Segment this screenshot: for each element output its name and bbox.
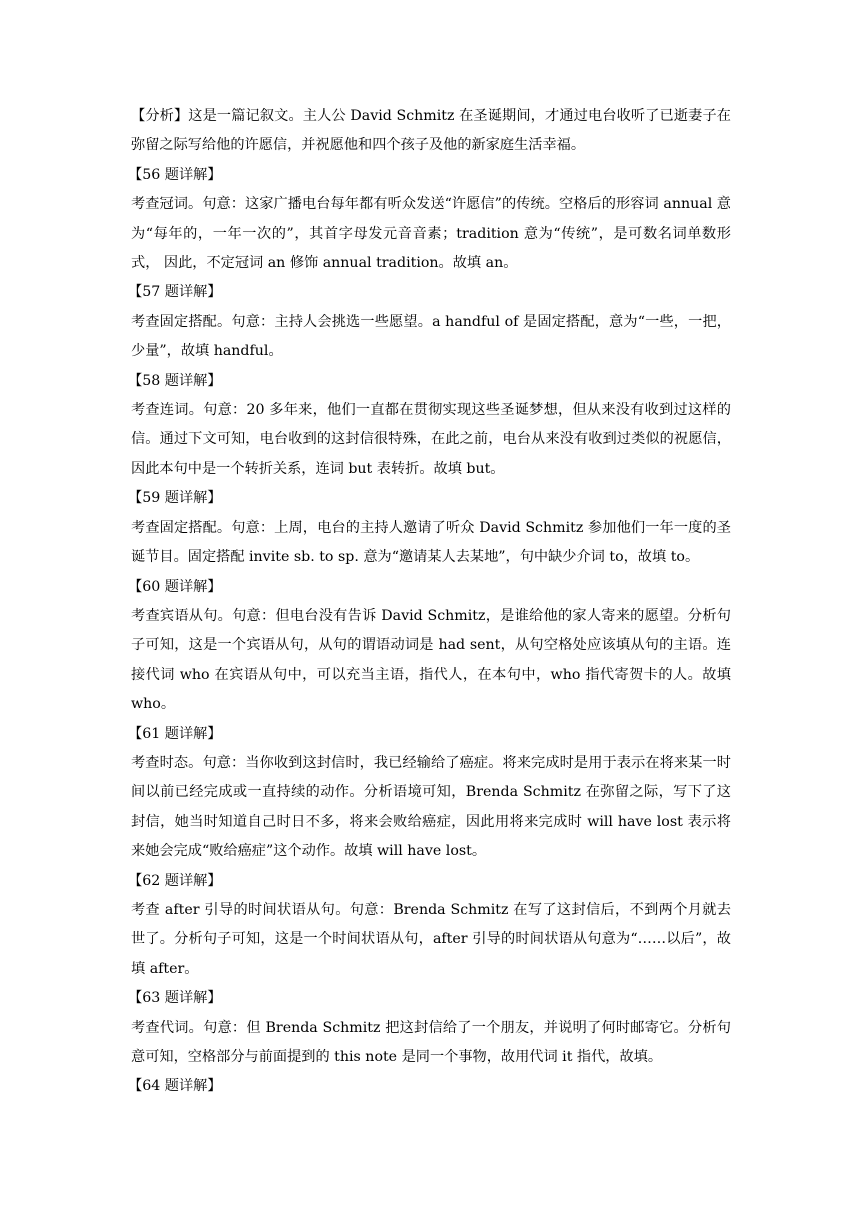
section-heading-56: 【56 题详解】 xyxy=(128,166,222,183)
section-heading-59: 【59 题详解】 xyxy=(128,490,222,507)
section-heading-64: 【64 题详解】 xyxy=(128,1078,222,1095)
section-heading-61: 【61 题详解】 xyxy=(128,725,222,742)
explanation-63: 考查代词。句意：但 Brenda Schmitz 把这封信给了一个朋友，并说明了何时邮寄它。分析句意可知，空格部分与前面提到的 this note 是同一个事物，故用代词 it 指代，故填。 xyxy=(131,1019,731,1065)
section-heading-57: 【57 题详解】 xyxy=(128,284,222,301)
section-heading-60: 【60 题详解】 xyxy=(128,578,222,595)
explanation-56: 考查冠词。句意：这家广播电台每年都有听众发送“许愿信”的传统。空格后的形容词 annual 意为“每年的，一年一次的”，其首字母发元音音素；tradition 意为“传统”，是可数名词单数形式， 因此，不定冠词 an 修饰 annual tradition。故填 an。 xyxy=(131,196,731,272)
section-heading-58: 【58 题详解】 xyxy=(128,372,222,389)
explanation-61: 考查时态。句意：当你收到这封信时，我已经输给了癌症。将来完成时是用于表示在将来某一时间以前已经完成或一直持续的动作。分析语境可知，Brenda Schmitz 在弥留之际，写下了这封信，她当时知道自己时日不多，将来会败给癌症，因此用将来完成时 will have lost 表示将来她会完成“败给癌症”这个动作。故填 will have lost。 xyxy=(131,754,731,860)
analysis-paragraph: 【分析】这是一篇记叙文。主人公 David Schmitz 在圣诞期间，才通过电台收听了已逝妻子在弥留之际写给他的许愿信，并祝愿他和四个孩子及他的新家庭生活幸福。 xyxy=(131,108,731,154)
section-heading-63: 【63 题详解】 xyxy=(128,990,222,1007)
explanation-60: 考查宾语从句。句意：但电台没有告诉 David Schmitz，是谁给他的家人寄来的愿望。分析句子可知，这是一个宾语从句，从句的谓语动词是 had sent，从句空格处应该填从句的主语。连接代词 who 在宾语从句中，可以充当主语，指代人，在本句中，who 指代寄贺卡的人。故填 who。 xyxy=(131,607,731,713)
explanation-58: 考查连词。句意：20 多年来，他们一直都在贯彻实现这些圣诞梦想，但从来没有收到过这样的信。通过下文可知，电台收到的这封信很特殊，在此之前，电台从来没有收到过类似的祝愿信，因此本句中是一个转折关系，连词 but 表转折。故填 but。 xyxy=(131,402,731,477)
explanation-59: 考查固定搭配。句意：上周，电台的主持人邀请了听众 David Schmitz 参加他们一年一度的圣诞节目。固定搭配 invite sb. to sp. 意为“邀请某人去某地”，句中缺少介词 to，故填 to。 xyxy=(131,519,731,566)
document-body xyxy=(128,102,731,1102)
section-heading-62: 【62 题详解】 xyxy=(128,872,222,889)
explanation-57: 考查固定搭配。句意：主持人会挑选一些愿望。a handful of 是固定搭配，意为“一些，一把，少量”，故填 handful。 xyxy=(131,313,731,360)
explanation-62: 考查 after 引导的时间状语从句。句意：Brenda Schmitz 在写了这封信后，不到两个月就去世了。分析句子可知，这是一个时间状语从句，after 引导的时间状语从句意为“……以后”，故填 after。 xyxy=(131,901,731,977)
